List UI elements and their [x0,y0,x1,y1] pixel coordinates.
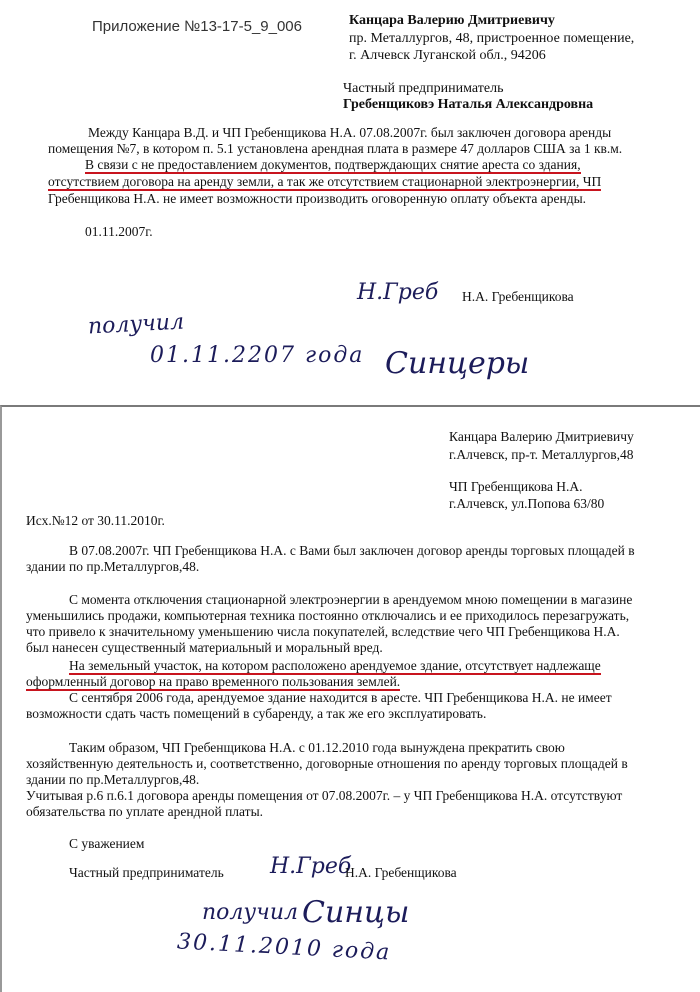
paragraph-2-line-1: С момента отключения стационарной электроэнергии в арендуемом мною помещении в магазине [69,592,633,607]
sender-address: г.Алчевск, ул.Попова 63/80 [449,496,605,511]
signer-name: Н.А. Гребенщикова [345,865,457,880]
paragraph-6-line-1: Учитывая р.6 п.6.1 договора аренды помещения от 07.08.2007г. – у ЧП Гребенщикова Н.А. отсутствуют [26,788,623,803]
paragraph-5-line-2: хозяйственную деятельность и, соответственно, договорные отношения по аренду торговых площадей в [26,756,628,771]
sender-title: Частный предприниматель [343,81,504,96]
outgoing-reference: Исх.№12 от 30.11.2010г. [26,513,165,528]
sender-title: Частный предприниматель [69,865,224,880]
closing-regards: С уважением [69,836,145,851]
receipt-signature-handwritten: Синцеры [385,346,530,381]
receipt-signature-handwritten: Синцы [302,895,410,930]
signature-handwritten: Н.Греб [357,280,439,305]
signer-name: Н.А. Гребенщикова [462,289,574,304]
paragraph-3-line-1 [69,658,601,674]
addressee-address-line1: пр. Металлургов, 48, пристроенное помещение, [349,31,635,46]
addressee-address-line2: г. Алчевск Луганской обл., 94206 [349,48,546,63]
paragraph-1-line-1: Между Канцара В.Д. и ЧП Гребенщикова Н.А. 07.08.2007г. был заключен договора аренды [88,125,612,140]
underlined-text: На земельный участок, на котором расположено арендуемое здание, отсутствует надлежаще [69,658,601,673]
paragraph-2-line-3: что привело к значительному уменьшению числа покупателей, вследствие чего ЧП Гребенщикова Н.А. [26,624,620,639]
paragraph-1-line-2: помещения №7, в котором п. 5.1 установлена арендная плата в размере 47 долларов США за 1 кв.м. [48,141,623,156]
receipt-word-handwritten: получил [87,309,185,340]
paragraph-2-line-3: Гребенщикова Н.А. не имеет возможности производить оговоренную оплату объекта аренды. [48,191,587,206]
addressee-address: г.Алчевск, пр-т. Металлургов,48 [449,447,634,462]
paragraph-1-line-1: В 07.08.2007г. ЧП Гребенщикова Н.А. с Вами был заключен договор аренды торговых площадей в [69,543,635,558]
paragraph-5-line-1: Таким образом, ЧП Гребенщикова Н.А. с 01.12.2010 года вынуждена прекратить свою [69,740,565,755]
receipt-date-handwritten: 01.11.2207 года [150,343,365,368]
paragraph-5-line-3: здании по пр.Металлургов,48. [26,772,200,787]
underlined-text: отсутствием договора на аренду земли, а так же отсутствием стационарной электроэнергии, ЧП [48,174,602,189]
addressee-name: Канцара Валерию Дмитриевичу [349,13,555,28]
paragraph-1-line-2: здании по пр.Металлургов,48. [26,559,200,574]
attachment-label: Приложение №13-17-5_9_006 [92,18,302,35]
sender-name: ЧП Гребенщикова Н.А. [449,479,583,494]
paragraph-2-line-2: уменьшились продажи, компьютерная техника постоянно отключались и ее приходилось перезагружать, [26,608,630,623]
letter-2 [0,405,700,992]
paragraph-2-line-4: был нанесен существенный материальный и моральный вред. [26,640,383,655]
receipt-word-handwritten: получил [202,900,299,925]
underlined-text: оформленный договор на право временного пользования землей. [26,674,401,689]
underlined-text: В связи с не предоставлением документов, подтверждающих снятие ареста со здания, [85,157,581,172]
letter-date: 01.11.2007г. [85,224,153,239]
paragraph-4-line-1: С сентября 2006 года, арендуемое здание находится в аресте. ЧП Гребенщикова Н.А. не имеет [69,690,612,705]
paragraph-3-line-2 [26,674,400,690]
letter-1 [0,0,700,405]
paragraph-2-line-2 [48,174,601,190]
sender-name: Гребенщиковэ Наталья Александровна [343,97,594,112]
paragraph-2-line-1 [85,157,581,173]
paragraph-6-line-2: обязательства по уплате арендной платы. [26,804,264,819]
signature-handwritten: Н.Греб [270,854,352,879]
paragraph-4-line-2: возможности сдать часть помещений в субаренду, а так же его эксплуатировать. [26,706,487,721]
addressee-name: Канцара Валерию Дмитриевичу [449,429,634,444]
receipt-date-handwritten: 30.11.2010 года [176,929,392,966]
